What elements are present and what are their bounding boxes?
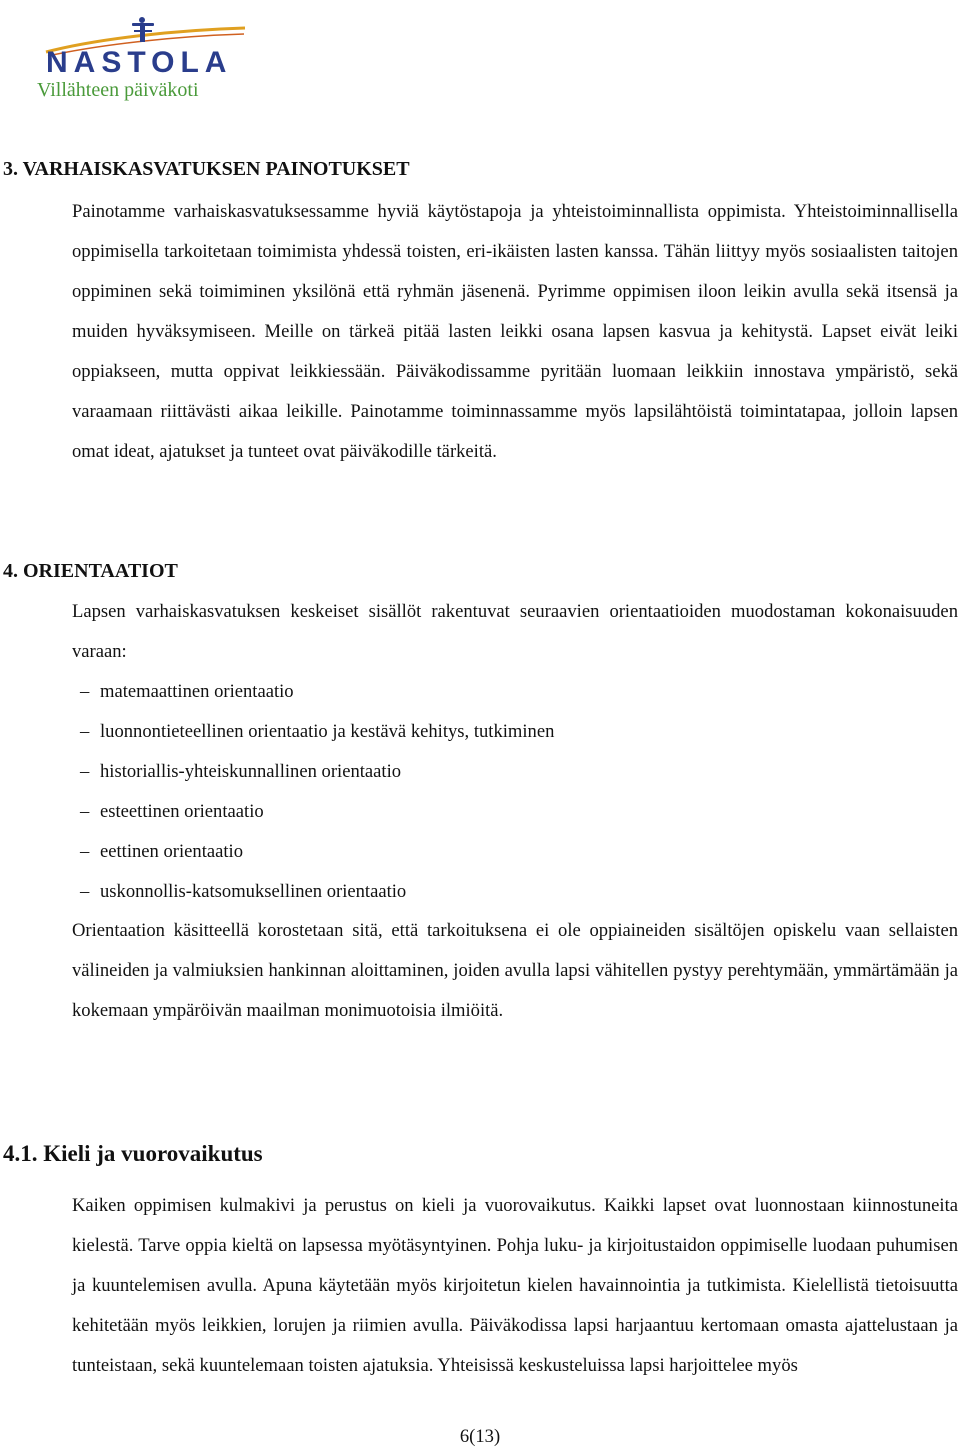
- section-4-heading: 4. ORIENTAATIOT: [3, 560, 178, 582]
- section-3-paragraph: Painotamme varhaiskasvatuksessamme hyviä käytöstapoja ja yhteistoiminnallista oppimista. Yhteistoiminnallisella oppimisella tarkoitetaan toimimista yhdessä toisten, eri-ikäisten lasten kanssa. Tähän liittyy myös sosiaalisten taitojen oppiminen sekä toimiminen yksilönä että ryhmän jäsenenä. Pyrimme oppimisen iloon leikin avulla sekä itsensä ja muiden hyväksymiseen. Meille on tärkeä pitää lasten leikki osana lapsen kasvua ja kehitystä. Lapset eivät leiki oppiakseen, mutta oppivat leikkiessään. Päiväkodissamme pyritään luomaan leikkiin innostava ympäristö, sekä varaamaan riittävästi aikaa leikille. Painotamme toiminnassamme myös lapsilähtöistä toimintatapaa, jolloin lapsen omat ideat, ajatukset ja tunteet ovat päiväkodille tärkeitä.: [72, 201, 958, 462]
- section-4-outro: Orientaation käsitteellä korostetaan sitä, että tarkoituksena ei ole oppiaineiden sisältöjen opiskelu vaan sellaisten välineiden ja valmiuksien hankinnan aloittaminen, joiden avulla lapsi vähitellen pystyy perehtymään, ymmärtämään ja kokemaan ympäröivän maailman monimuotoisia ilmiöitä.: [72, 920, 958, 1021]
- section-4-intro: Lapsen varhaiskasvatuksen keskeiset sisällöt rakentuvat seuraavien orientaatioiden muodostaman kokonaisuuden varaan:: [72, 601, 958, 662]
- daycare-name: Villähteen päiväkoti: [37, 79, 199, 101]
- section-4-1-paragraph: Kaiken oppimisen kulmakivi ja perustus on kieli ja vuorovaikutus. Kaikki lapset ovat luonnostaan kiinnostuneita kielestä. Tarve oppia kieltä on lapsessa myötäsyntyinen. Pohja luku- ja kirjoitustaidon oppimiselle luodaan puhumisen ja kuuntelemisen avulla. Apuna käytetään myös kirjoitetun kielen havainnointia ja tutkimista. Kielellistä tietoisuutta kehitetään myös leikkien, lorujen ja riimien avulla. Päiväkodissa lapsi harjaantuu kertomaan omasta ajattelustaan ja tunteistaan, sekä kuuntelemaan toisten ajatuksia. Yhteisissä keskusteluissa lapsi harjoittelee myös: [72, 1195, 958, 1376]
- orientation-list: [80, 672, 554, 912]
- logo-figure: [132, 17, 154, 42]
- logo-text: NASTOLA: [46, 46, 233, 79]
- list-item: – esteettinen orientaatio: [80, 792, 554, 832]
- page-number: 6(13): [459, 1426, 501, 1447]
- list-item: – matemaattinen orientaatio: [80, 672, 554, 712]
- section-4-1-heading: 4.1. Kieli ja vuorovaikutus: [3, 1141, 263, 1166]
- section-3-heading: 3. VARHAISKASVATUKSEN PAINOTUKSET: [3, 158, 410, 180]
- list-item: – historiallis-yhteiskunnallinen orientaatio: [80, 752, 554, 792]
- nastola-logo: [40, 8, 250, 80]
- list-item: – uskonnollis-katsomuksellinen orientaatio: [80, 872, 554, 912]
- list-item: – eettinen orientaatio: [80, 832, 554, 872]
- list-item: – luonnontieteellinen orientaatio ja kestävä kehitys, tutkiminen: [80, 712, 554, 752]
